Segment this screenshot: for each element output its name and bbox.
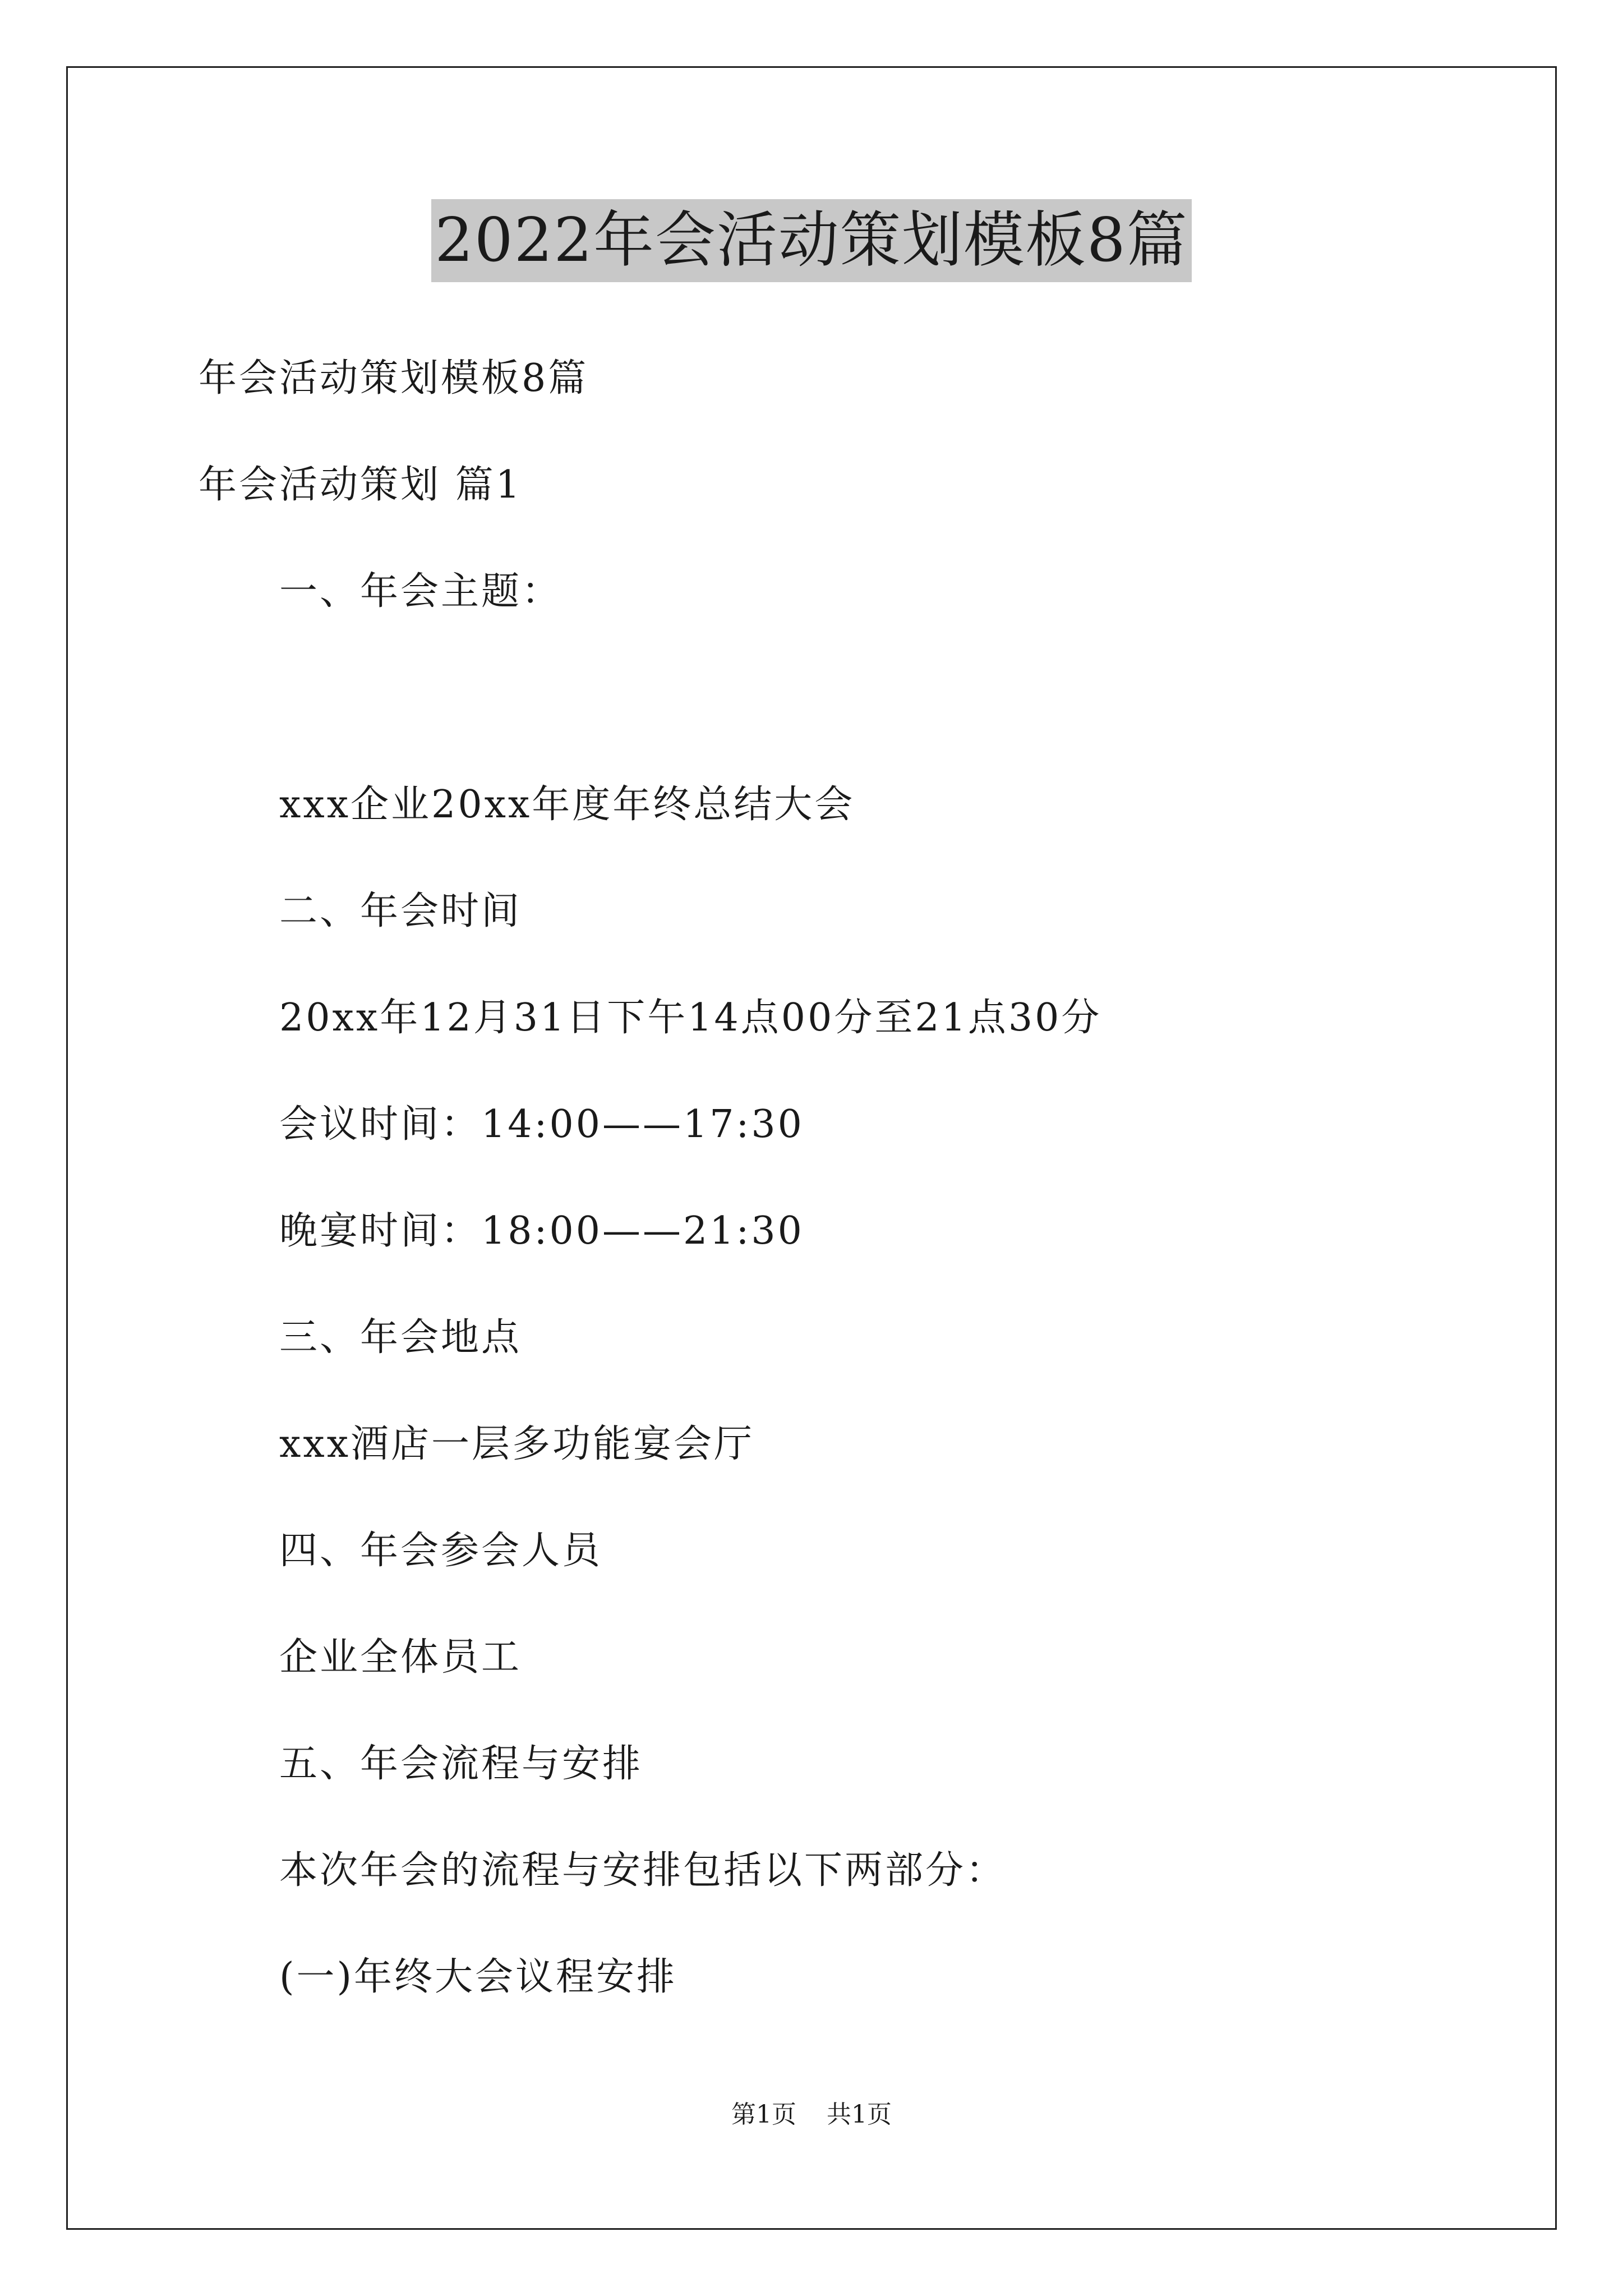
paragraph-location: xxx酒店一层多功能宴会厅: [279, 1422, 755, 1466]
section-heading-article-1: 年会活动策划 篇1: [199, 463, 522, 507]
paragraph-attendees: 企业全体员工: [279, 1635, 522, 1680]
paragraph-theme: xxx企业20xx年度年终总结大会: [279, 783, 855, 827]
heading-location: 三、年会地点: [279, 1315, 522, 1360]
page-number-current: 第1页: [731, 2100, 796, 2129]
page-footer: [0, 2098, 1623, 2132]
heading-process: 五、年会流程与安排: [279, 1742, 643, 1786]
paragraph-time: 20xx年12月31日下午14点00分至21点30分: [279, 996, 1102, 1040]
document-title-text: 2022年会活动策划模板8篇: [431, 199, 1192, 282]
paragraph-meeting-time: 会议时间：14:00——17:30: [279, 1102, 804, 1147]
paragraph-dinner-time: 晚宴时间：18:00——21:30: [279, 1209, 804, 1253]
document-title: [0, 199, 1623, 282]
subheading-agenda: (一)年终大会议程安排: [279, 1955, 677, 1999]
heading-theme: 一、年会主题：: [279, 569, 562, 614]
heading-time: 二、年会时间: [279, 889, 522, 933]
page-number-total: 共1页: [827, 2100, 892, 2129]
heading-attendees: 四、年会参会人员: [279, 1529, 603, 1573]
paragraph-process: 本次年会的流程与安排包括以下两部分：: [279, 1848, 1007, 1893]
subtitle-line: 年会活动策划模板8篇: [199, 356, 589, 401]
